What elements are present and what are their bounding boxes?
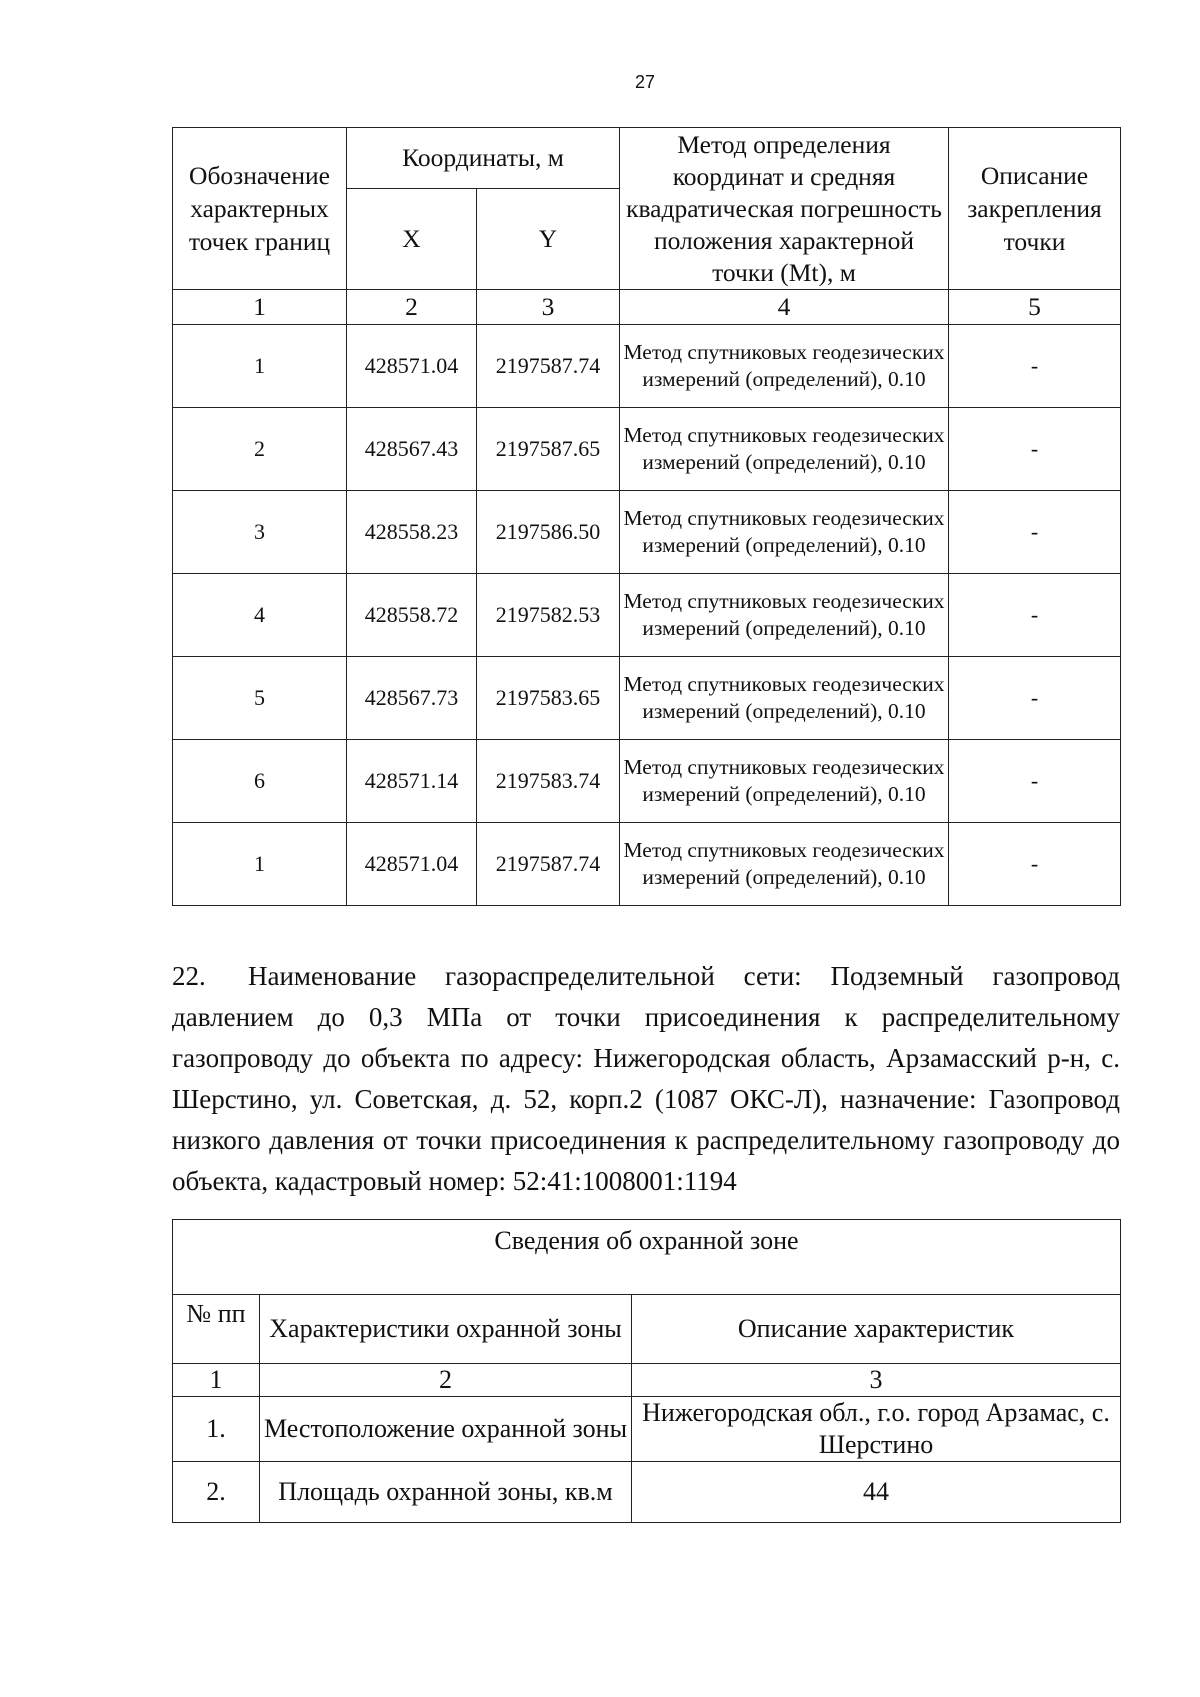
section-number: 22. <box>172 961 206 991</box>
description: 44 <box>632 1462 1121 1523</box>
x-value: 428571.04 <box>347 325 477 408</box>
table-row <box>173 823 1121 906</box>
y-value: 2197587.74 <box>477 823 620 906</box>
coordinates-table <box>172 127 1121 906</box>
point-id: 2 <box>173 408 347 491</box>
table-row <box>173 408 1121 491</box>
column-number: 3 <box>632 1364 1121 1397</box>
method-value: Метод спутниковых геодезических измерений (определений), 0.10 <box>620 740 949 823</box>
x-value: 428558.72 <box>347 574 477 657</box>
table-row <box>173 491 1121 574</box>
characteristic: Площадь охранной зоны, кв.м <box>260 1462 632 1523</box>
y-value: 2197586.50 <box>477 491 620 574</box>
description: Нижегородская обл., г.о. город Арзамас, с. Шерстино <box>632 1397 1121 1462</box>
point-id: 1 <box>173 325 347 408</box>
section-text: Наименование газораспределительной сети: Подземный газопровод давлением до 0,3 МПа от точки присоединения к распределительному газопроводу до объекта по адресу: Нижегородская область, Арзамасский р-н, с. Шерстино, ул. Советская, д. 52, корп.2 (1087 ОКС-Л), назначение: Газопровод низкого давления от точки присоединения к распределительному газопроводу до объекта, кадастровый номер: 52:41:1008001:1194 <box>172 961 1120 1196</box>
protection-zone-table <box>172 1219 1121 1523</box>
point-id: 4 <box>173 574 347 657</box>
header-num: № пп <box>173 1295 260 1364</box>
x-value: 428571.04 <box>347 823 477 906</box>
column-number: 5 <box>949 290 1121 325</box>
fixing-value: - <box>949 657 1121 740</box>
fixing-value: - <box>949 823 1121 906</box>
fixing-value: - <box>949 491 1121 574</box>
x-value: 428567.43 <box>347 408 477 491</box>
table-row <box>173 740 1121 823</box>
method-value: Метод спутниковых геодезических измерений (определений), 0.10 <box>620 823 949 906</box>
column-number: 2 <box>347 290 477 325</box>
header-characteristics: Характеристики охранной зоны <box>260 1295 632 1364</box>
column-number: 4 <box>620 290 949 325</box>
page-number: 27 <box>634 72 656 92</box>
x-value: 428571.14 <box>347 740 477 823</box>
y-value: 2197583.74 <box>477 740 620 823</box>
y-value: 2197587.65 <box>477 408 620 491</box>
table-row <box>173 657 1121 740</box>
header-fixing: Описание закрепления точки <box>949 128 1121 290</box>
method-value: Метод спутниковых геодезических измерений (определений), 0.10 <box>620 325 949 408</box>
column-number: 3 <box>477 290 620 325</box>
header-y: Y <box>477 189 620 290</box>
zone-table-title: Сведения об охранной зоне <box>173 1220 1121 1295</box>
point-id: 5 <box>173 657 347 740</box>
point-id: 6 <box>173 740 347 823</box>
header-method: Метод определения координат и средняя квадратическая погрешность положения характерной точки (Mt), м <box>620 128 949 290</box>
column-number: 2 <box>260 1364 632 1397</box>
method-value: Метод спутниковых геодезических измерений (определений), 0.10 <box>620 408 949 491</box>
point-id: 1 <box>173 823 347 906</box>
y-value: 2197583.65 <box>477 657 620 740</box>
table-row <box>173 325 1121 408</box>
fixing-value: - <box>949 740 1121 823</box>
table-row <box>173 1397 1121 1462</box>
header-x: X <box>347 189 477 290</box>
header-coordinates: Координаты, м <box>347 128 620 189</box>
method-value: Метод спутниковых геодезических измерений (определений), 0.10 <box>620 657 949 740</box>
row-number: 1. <box>173 1397 260 1462</box>
row-number: 2. <box>173 1462 260 1523</box>
column-number: 1 <box>173 1364 260 1397</box>
x-value: 428558.23 <box>347 491 477 574</box>
fixing-value: - <box>949 325 1121 408</box>
y-value: 2197582.53 <box>477 574 620 657</box>
table-row <box>173 574 1121 657</box>
header-description: Описание характеристик <box>632 1295 1121 1364</box>
column-number: 1 <box>173 290 347 325</box>
header-designation: Обозначение характерных точек границ <box>173 128 347 290</box>
characteristic: Местоположение охранной зоны <box>260 1397 632 1462</box>
method-value: Метод спутниковых геодезических измерений (определений), 0.10 <box>620 574 949 657</box>
table-row <box>173 1462 1121 1523</box>
fixing-value: - <box>949 408 1121 491</box>
fixing-value: - <box>949 574 1121 657</box>
section-paragraph <box>172 956 1120 1202</box>
point-id: 3 <box>173 491 347 574</box>
x-value: 428567.73 <box>347 657 477 740</box>
method-value: Метод спутниковых геодезических измерений (определений), 0.10 <box>620 491 949 574</box>
y-value: 2197587.74 <box>477 325 620 408</box>
